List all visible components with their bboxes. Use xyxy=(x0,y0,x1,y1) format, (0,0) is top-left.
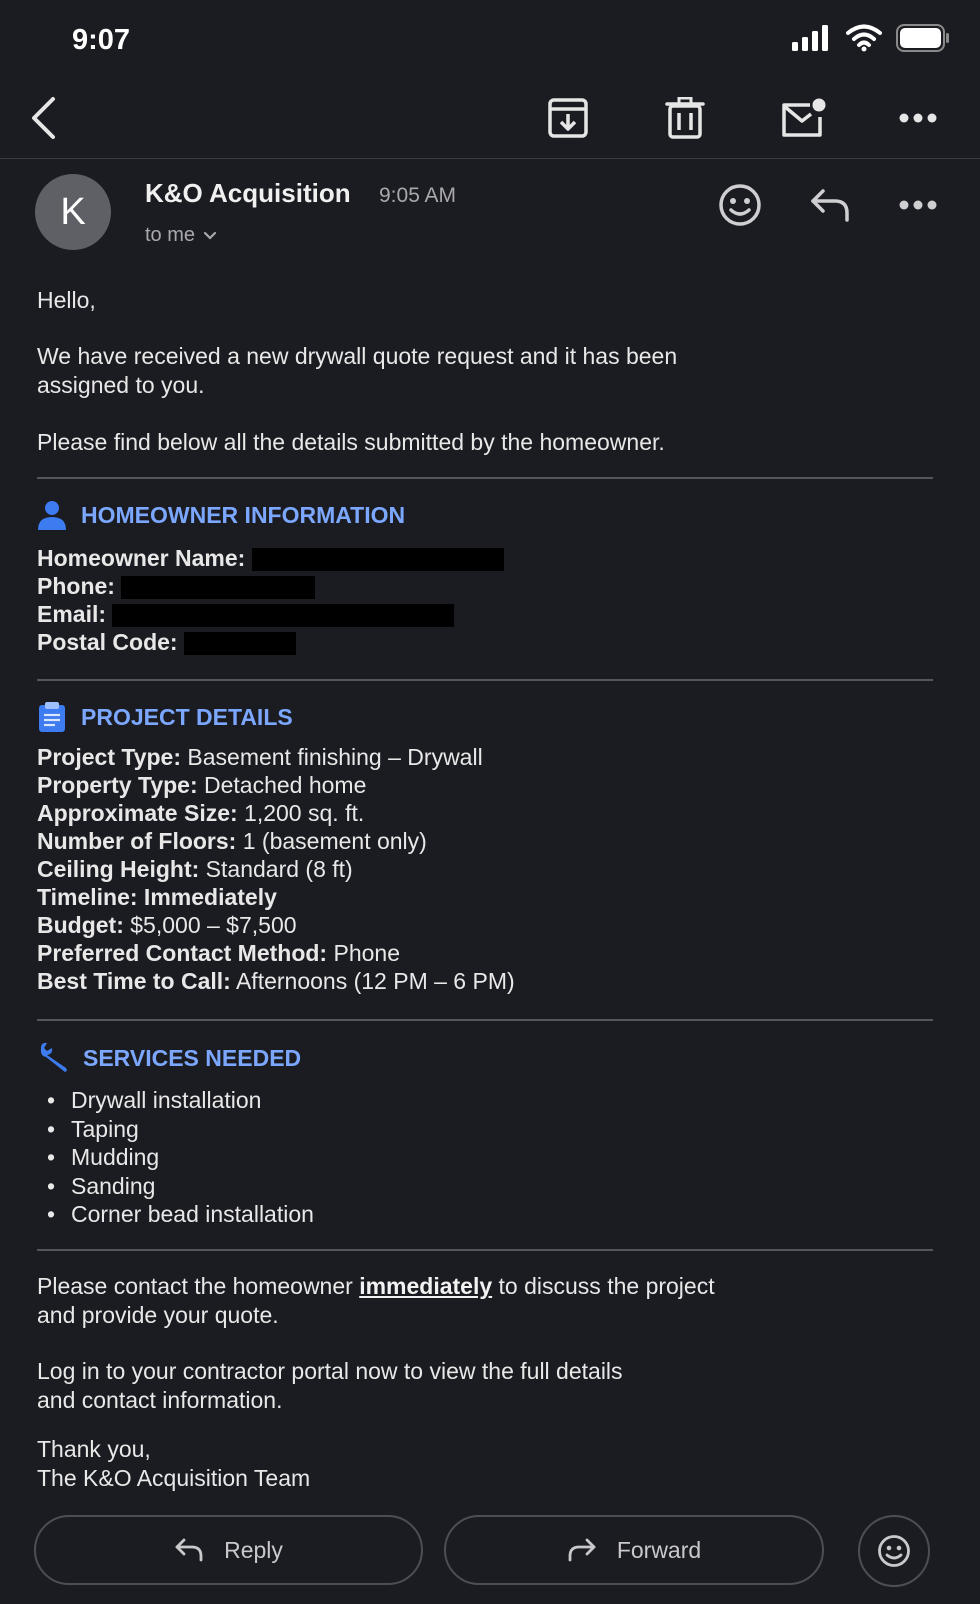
email-label: Email: xyxy=(37,601,107,627)
project-row-label: Number of Floors: xyxy=(37,828,237,854)
contact-line xyxy=(37,1272,715,1301)
status-time: 9:07 xyxy=(72,24,131,56)
top-toolbar xyxy=(0,84,980,158)
intro-line: assigned to you. xyxy=(37,372,205,398)
contact-paragraph xyxy=(37,1272,715,1330)
list-item: • Taping xyxy=(47,1115,139,1142)
back-button[interactable] xyxy=(16,90,72,146)
intro-line: We have received a new drywall quote request and it has been xyxy=(37,343,678,369)
project-row xyxy=(37,771,515,799)
homeowner-name-label: Homeowner Name: xyxy=(37,545,246,571)
reply-icon xyxy=(174,1537,204,1563)
recipient-toggle[interactable] xyxy=(145,224,217,247)
mail-unread-icon xyxy=(780,97,826,139)
project-row-value: Immediately xyxy=(137,884,277,910)
section-divider xyxy=(37,1019,933,1021)
section-divider xyxy=(37,679,933,681)
smiley-icon xyxy=(718,183,762,227)
project-row-label: Property Type: xyxy=(37,772,198,798)
contact-text: Please contact the homeowner xyxy=(37,1273,360,1299)
thanks-line: Thank you, xyxy=(37,1436,151,1462)
more-horizontal-icon xyxy=(899,199,937,211)
reply-icon-button[interactable] xyxy=(806,181,854,229)
sender-avatar[interactable]: K xyxy=(35,174,111,250)
service-item: Sanding xyxy=(71,1172,156,1199)
clipboard-icon xyxy=(37,701,67,733)
project-row-value: Basement finishing – Drywall xyxy=(181,744,483,770)
portal-line: and contact information. xyxy=(37,1387,283,1413)
services-heading xyxy=(37,1042,301,1074)
project-row xyxy=(37,855,515,883)
smiley-icon xyxy=(877,1534,911,1568)
service-item: Drywall installation xyxy=(71,1087,262,1113)
project-row-label: Ceiling Height: xyxy=(37,856,200,882)
wifi-icon xyxy=(846,24,882,52)
signal-icon xyxy=(792,25,832,51)
mark-unread-button[interactable] xyxy=(775,90,831,146)
chevron-left-icon xyxy=(29,96,59,140)
reply-button[interactable] xyxy=(34,1515,423,1585)
section-divider xyxy=(37,1249,933,1251)
project-row-label: Approximate Size: xyxy=(37,800,238,826)
portal-line: Log in to your contractor portal now to view the full details xyxy=(37,1358,623,1384)
project-row-value: $5,000 – $7,500 xyxy=(123,912,297,938)
project-row xyxy=(37,799,515,827)
homeowner-heading-text: HOMEOWNER INFORMATION xyxy=(81,501,406,528)
postal-code-row xyxy=(37,628,504,656)
redacted-block xyxy=(184,632,296,655)
trash-icon xyxy=(665,97,705,139)
project-row xyxy=(37,883,515,911)
signoff xyxy=(37,1435,310,1493)
postal-code-label: Postal Code: xyxy=(37,629,178,655)
email-row xyxy=(37,600,504,628)
immediately-link[interactable]: immediately xyxy=(359,1273,493,1299)
emoji-react-button[interactable] xyxy=(858,1515,930,1587)
phone-row xyxy=(37,572,504,600)
project-heading-text: PROJECT DETAILS xyxy=(81,703,293,730)
project-row-value: Afternoons (12 PM – 6 PM) xyxy=(230,968,515,994)
more-horizontal-icon xyxy=(898,112,938,124)
list-item: • Drywall installation xyxy=(47,1087,262,1113)
project-row-label: Timeline: xyxy=(37,884,138,910)
delete-button[interactable] xyxy=(657,90,713,146)
sender-name[interactable]: K&O Acquisition xyxy=(145,178,351,208)
project-row-label: Budget: xyxy=(37,912,124,938)
project-row-value: 1 (basement only) xyxy=(236,828,427,854)
project-row-value: Standard (8 ft) xyxy=(199,856,353,882)
message-more-button[interactable] xyxy=(894,181,942,229)
react-emoji-button[interactable] xyxy=(716,181,764,229)
greeting: Hello, xyxy=(37,287,96,313)
wrench-icon xyxy=(37,1042,69,1074)
chevron-down-icon xyxy=(203,231,217,241)
forward-icon xyxy=(567,1537,597,1563)
homeowner-heading xyxy=(37,500,405,530)
project-row xyxy=(37,743,515,771)
intro-paragraph xyxy=(37,342,677,400)
archive-button[interactable] xyxy=(540,90,596,146)
project-row xyxy=(37,967,515,995)
person-icon xyxy=(37,500,67,530)
phone-label: Phone: xyxy=(37,573,115,599)
status-icons xyxy=(792,24,950,52)
project-row-value: Detached home xyxy=(197,772,367,798)
project-row xyxy=(37,911,515,939)
project-row-value: 1,200 sq. ft. xyxy=(237,800,365,826)
list-item: • Sanding xyxy=(47,1172,156,1199)
contact-text: to discuss the project xyxy=(492,1273,715,1299)
service-item: Corner bead installation xyxy=(71,1201,314,1227)
services-heading-text: SERVICES NEEDED xyxy=(83,1044,302,1071)
forward-label: Forward xyxy=(616,1536,702,1563)
project-row-value: Phone xyxy=(327,940,400,966)
project-row-label: Project Type: xyxy=(37,744,181,770)
project-row xyxy=(37,827,515,855)
reply-icon xyxy=(809,187,851,223)
homeowner-details xyxy=(37,544,504,656)
toolbar-divider xyxy=(0,158,980,159)
project-row xyxy=(37,939,515,967)
recipient-label: to me xyxy=(145,224,196,246)
reply-label: Reply xyxy=(224,1536,283,1563)
forward-button[interactable] xyxy=(444,1515,824,1585)
list-item: • Corner bead installation xyxy=(47,1201,314,1227)
redacted-block xyxy=(121,576,315,599)
redacted-block xyxy=(252,548,504,571)
portal-paragraph xyxy=(37,1357,623,1415)
services-list xyxy=(37,1086,314,1229)
service-item: Taping xyxy=(71,1115,139,1142)
homeowner-name-row xyxy=(37,544,504,572)
redacted-block xyxy=(112,604,454,627)
service-item: Mudding xyxy=(71,1144,160,1170)
more-options-button[interactable] xyxy=(890,90,946,146)
project-heading xyxy=(37,701,293,733)
project-row-label: Best Time to Call: xyxy=(37,968,231,994)
contact-line: and provide your quote. xyxy=(37,1302,279,1328)
project-row-label: Preferred Contact Method: xyxy=(37,940,328,966)
section-divider xyxy=(37,477,933,479)
project-details xyxy=(37,743,515,995)
list-item: • Mudding xyxy=(47,1144,160,1170)
email-time: 9:05 AM xyxy=(379,184,457,207)
details-intro: Please find below all the details submitted by the homeowner. xyxy=(37,429,665,455)
archive-icon xyxy=(547,97,589,139)
battery-icon xyxy=(896,24,950,52)
signature-line: The K&O Acquisition Team xyxy=(37,1465,311,1491)
